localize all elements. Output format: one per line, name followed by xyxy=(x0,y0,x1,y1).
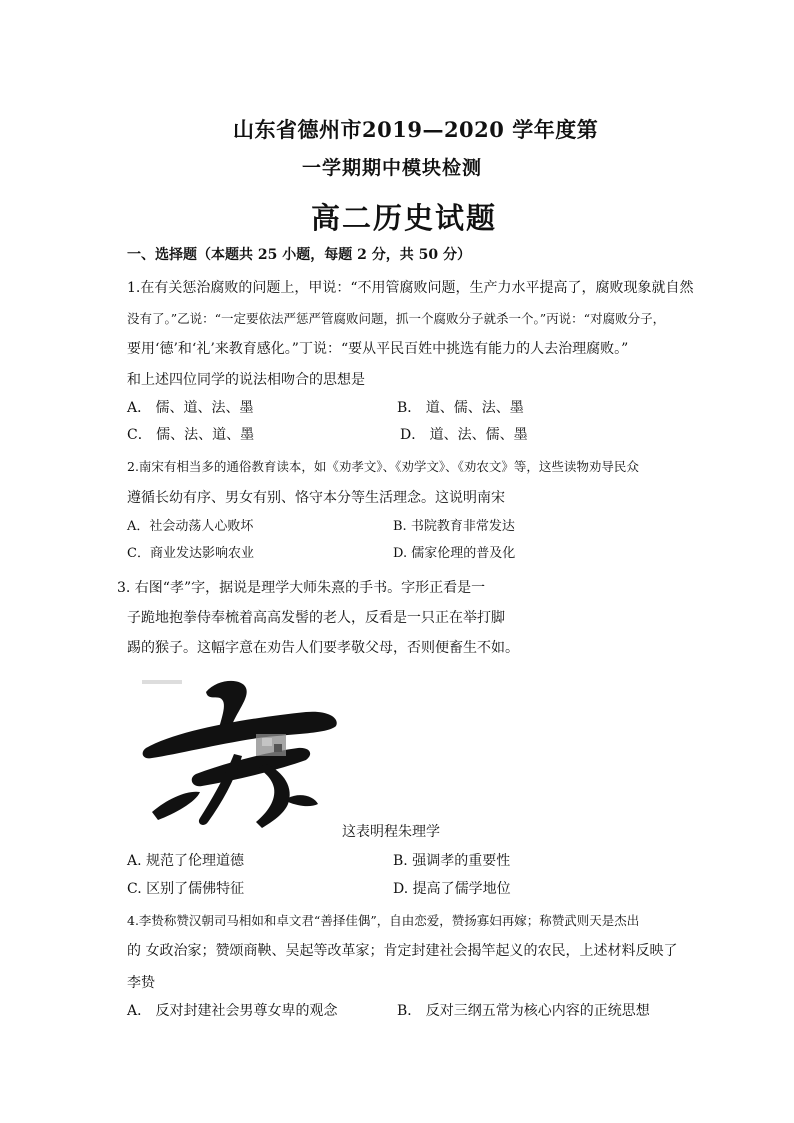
q1-option-a: A． 儒、道、法、墨 xyxy=(127,400,254,416)
q1-line-3: 要用‘德’和‘礼’来教育感化。”丁说：“要从平民百姓中挑选有能力的人去治理腐败。” xyxy=(127,341,629,357)
section-heading: 一、选择题（本题共 25 小题，每题 2 分，共 50 分） xyxy=(127,247,471,263)
q2-option-b: B. 书院教育非常发达 xyxy=(393,519,515,534)
q2-line-2: 遵循长幼有序、男女有别、恪守本分等生活理念。这说明南宋 xyxy=(127,490,505,506)
q1-option-b: B． 道、儒、法、墨 xyxy=(397,400,524,416)
q3-option-c: C. 区别了儒佛特征 xyxy=(127,881,245,897)
q2-option-d: D. 儒家伦理的普及化 xyxy=(393,546,516,561)
q1-line-1: 1.在有关惩治腐败的问题上，甲说：“不用管腐败问题，生产力水平提高了，腐败现象就自然 xyxy=(127,280,694,296)
q2-option-c: C．商业发达影响农业 xyxy=(127,546,254,561)
q3-line-1: 3. 右图“孝”字，据说是理学大师朱熹的手书。字形正看是一 xyxy=(117,580,486,596)
header-line-2: 一学期期中模块检测 xyxy=(302,157,483,179)
q3-line-3: 踢的猴子。这幅字意在劝告人们要孝敬父母，否则便畜生不如。 xyxy=(127,640,519,656)
q4-line-2: 的 女政治家；赞颂商鞅、吴起等改革家；肯定封建社会揭竿起义的农民，上述材料反映了 xyxy=(127,943,678,959)
q4-line-1: 4.李贽称赞汉朝司马相如和卓文君“善择佳偶”，自由恋爱，赞扬寡妇再嫁；称赞武则天是杰出 xyxy=(127,913,640,928)
calligraphy-xiao-icon xyxy=(138,672,342,832)
q3-option-b: B. 强调孝的重要性 xyxy=(393,853,511,869)
page-title: 高二历史试题 xyxy=(311,201,498,235)
q2-option-a: A．社会动荡人心败坏 xyxy=(127,519,254,534)
q1-option-c: C． 儒、法、道、墨 xyxy=(127,427,255,443)
calligraphy-xiao-image xyxy=(138,672,342,832)
q4-option-b: B． 反对三纲五常为核心内容的正统思想 xyxy=(397,1003,650,1019)
q1-line-4: 和上述四位同学的说法相吻合的思想是 xyxy=(127,372,365,388)
q3-line-2: 子跪地抱拳侍奉梳着高高发髻的老人，反看是一只正在举打脚 xyxy=(127,610,505,626)
q1-option-d: D． 道、法、儒、墨 xyxy=(400,427,528,443)
header-line-1: 山东省德州市2019—2020 学年度第 xyxy=(233,117,599,142)
q4-line-3: 李贽 xyxy=(127,975,155,991)
q3-option-d: D. 提高了儒学地位 xyxy=(393,881,511,897)
q1-line-2: 没有了。”乙说：“一定要依法严惩严管腐败问题，抓一个腐败分子就杀一个。”丙说：“对腐败分子， xyxy=(127,311,666,326)
q3-option-a: A. 规范了伦理道德 xyxy=(127,853,245,869)
q4-option-a: A． 反对封建社会男尊女卑的观念 xyxy=(127,1003,338,1019)
q2-line-1: 2.南宋有相当多的通俗教育读本，如《劝孝文》、《劝学文》、《劝农文》等，这些读物劝导民众 xyxy=(127,459,639,474)
q3-caption: 这表明程朱理学 xyxy=(342,824,440,840)
